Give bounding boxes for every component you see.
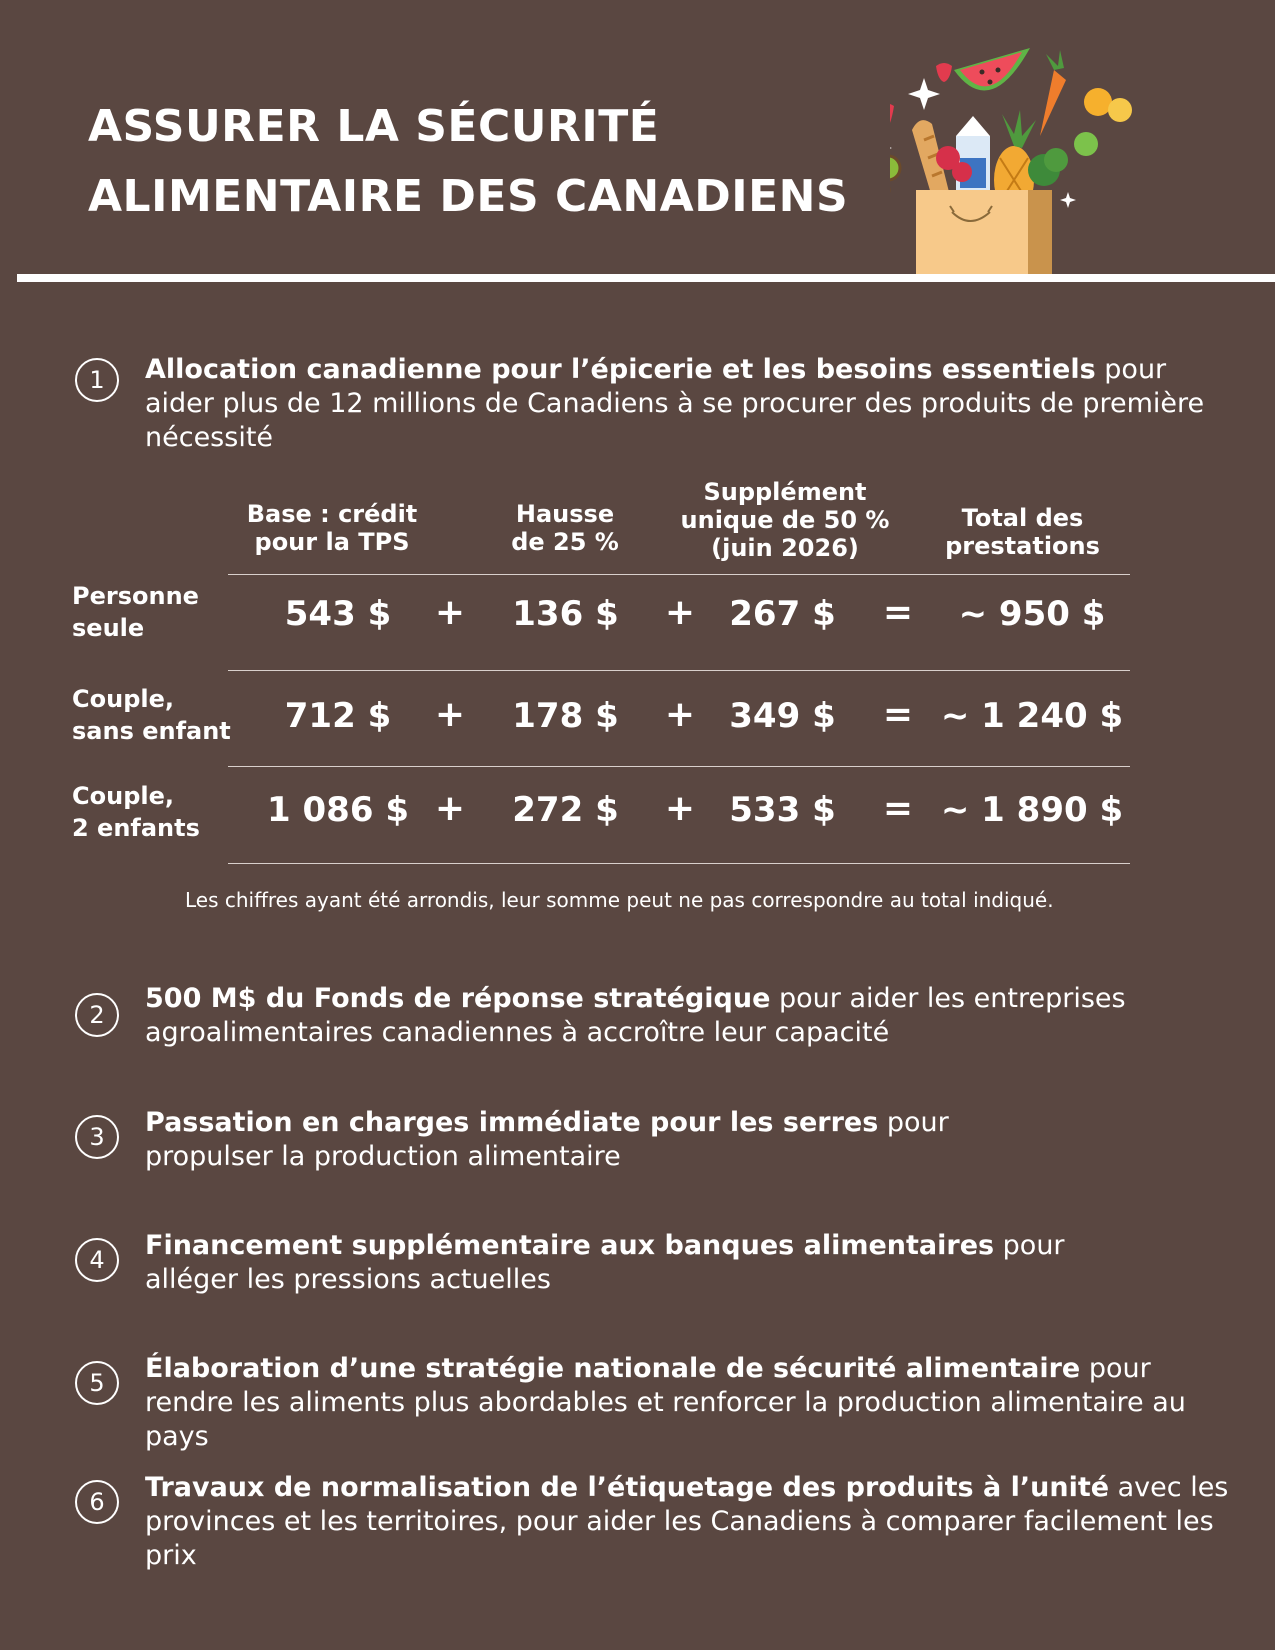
item-5-text: Élaboration d’une stratégie nationale de sécurité alimentaire pour rendre les aliments plus abordables et renforcer la production alimentaire au pays: [145, 1353, 1186, 1452]
item-1-text: [145, 353, 1235, 455]
header-base: Base : crédit pour la TPS: [246, 500, 418, 556]
cell-hausse: 178 $: [512, 696, 619, 736]
sparkle-icon: [1060, 192, 1076, 208]
plus-sign: +: [664, 694, 696, 735]
sparkle-icon: [890, 140, 892, 156]
title-line-2: ALIMENTAIRE DES CANADIENS: [88, 171, 849, 222]
table-divider: [228, 863, 1130, 864]
cell-total: ~ 950 $: [958, 594, 1106, 634]
equals-sign: =: [882, 788, 914, 829]
plus-sign: +: [434, 788, 466, 829]
row-label-couple-sans-enfant: Couple, sans enfant: [72, 685, 231, 745]
title-line-1: ASSURER LA SÉCURITÉ: [88, 101, 660, 152]
row-label-personne-seule: Personne seule: [72, 582, 199, 642]
item-6-text: Travaux de normalisation de l’étiquetage des produits à l’unité avec les provinces et les territoires, pour aider les Canadiens à comparer facilement les prix: [145, 1472, 1229, 1571]
item-number-4: 4: [75, 1238, 119, 1282]
cell-hausse: 272 $: [512, 790, 619, 830]
bag-body: [916, 190, 1028, 280]
item-number-5: 5: [75, 1361, 119, 1405]
cell-hausse: 136 $: [512, 594, 619, 634]
header-divider: [17, 274, 1275, 282]
item-4-text: Financement supplémentaire aux banques alimentaires pour alléger les pressions actuelles: [145, 1230, 1065, 1295]
cell-base: 1 086 $: [267, 790, 409, 830]
item-number-6: 6: [75, 1480, 119, 1524]
equals-sign: =: [882, 694, 914, 735]
table-divider: [228, 670, 1130, 671]
item-2-text: 500 M$ du Fonds de réponse stratégique pour aider les entreprises agroalimentaires canadiennes à accroître leur capacité: [145, 983, 1126, 1048]
item-1-bold: Allocation canadienne pour l’épicerie et les besoins essentiels: [145, 354, 1096, 385]
item-number-3: 3: [75, 1115, 119, 1159]
item-number-2: 2: [75, 993, 119, 1037]
item-1-rest: pour aider plus de 12 millions de Canadiens à se procurer des produits de première nécessité: [145, 354, 1205, 453]
carrot-icon: [1040, 70, 1066, 136]
cell-total: ~ 1 240 $: [940, 696, 1124, 736]
kiwi-icon: [890, 156, 900, 180]
equals-sign: =: [882, 592, 914, 633]
cell-supplement: 267 $: [729, 594, 836, 634]
rounding-note: Les chiffres ayant été arrondis, leur somme peut ne pas correspondre au total indiqué.: [185, 888, 1054, 912]
cell-total: ~ 1 890 $: [940, 790, 1124, 830]
apple-icon: [1074, 132, 1098, 156]
orange-icon: [1084, 88, 1112, 116]
header-supplement: Supplément unique de 50 % (juin 2026): [680, 478, 890, 562]
item-number-1: 1: [75, 358, 119, 402]
table-divider: [228, 766, 1130, 767]
header-hausse: Hausse de 25 %: [511, 500, 619, 556]
page-title: [88, 92, 848, 232]
cell-base: 712 $: [284, 696, 392, 736]
cell-supplement: 349 $: [729, 696, 836, 736]
table-divider: [228, 574, 1130, 575]
plus-sign: +: [664, 788, 696, 829]
row-label-couple-2-enfants: Couple, 2 enfants: [72, 782, 200, 842]
header-total: Total des prestations: [945, 504, 1100, 560]
cell-base: 543 $: [284, 594, 392, 634]
plus-sign: +: [434, 694, 466, 735]
item-3-text: Passation en charges immédiate pour les serres pour propulser la production alimentaire: [145, 1107, 949, 1172]
cell-supplement: 533 $: [729, 790, 836, 830]
plus-sign: +: [664, 592, 696, 633]
strawberry-icon: [890, 102, 894, 136]
plus-sign: +: [434, 592, 466, 633]
grocery-bag-illustration: [890, 40, 1190, 280]
sparkle-icon: [908, 78, 940, 110]
